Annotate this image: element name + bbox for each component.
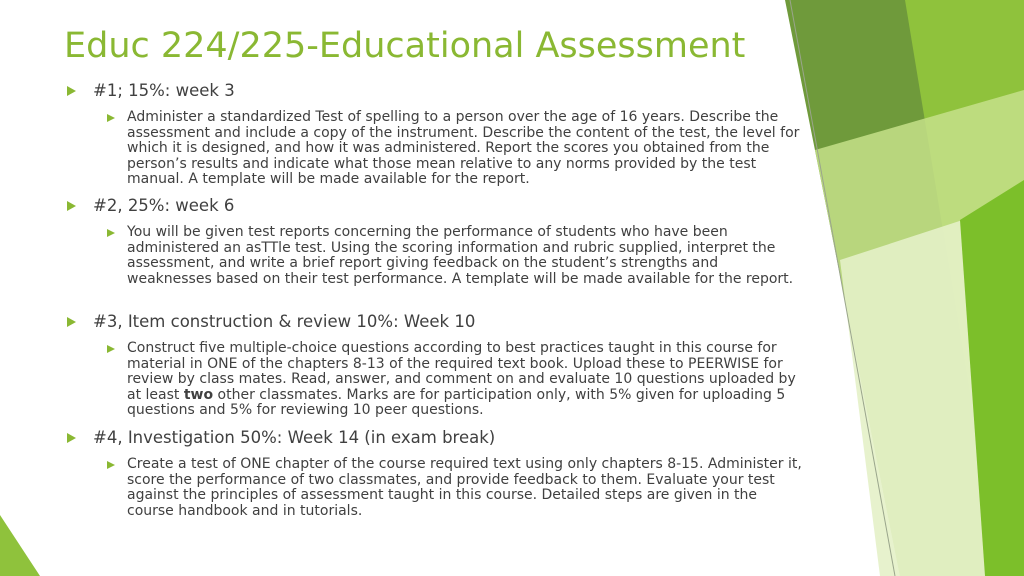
item-3-description-part2: other classmates. Marks are for participation only, with 5% given for uploading 5 questions and 5% for reviewing 10 peer questions. [127, 386, 786, 419]
bullet-arrow-icon [67, 86, 76, 96]
sub-bullet-arrow-icon [107, 461, 115, 469]
item-4-description: Create a test of ONE chapter of the course required text using only chapters 8-15. Administer it, score the performance of two classmates, and provide feedback to them. Evaluate your test against the principles of assessment taught in this course. Detailed steps are given in the course handbook and in tutorials. [127, 456, 802, 519]
item-4-heading: #4, Investigation 50%: Week 14 (in exam break) [93, 428, 496, 447]
item-3-description-bold: two [183, 386, 214, 403]
bullet-arrow-icon [67, 317, 76, 327]
item-1-description: Administer a standardized Test of spelling to a person over the age of 16 years. Describe the assessment and include a copy of the instrument. Describe the content of the test, the level for which it is designed, and how it was administered. Report the scores you obtained from the person’s results and indicate what those mean relative to any norms provided by the test manual. A template will be made available for the report. [127, 109, 800, 188]
sub-bullet-arrow-icon [107, 114, 115, 122]
item-3-heading: #3, Item construction & review 10%: Week 10 [93, 312, 476, 331]
sub-bullet-arrow-icon [107, 229, 115, 237]
bullet-arrow-icon [67, 201, 76, 211]
item-3-description [127, 341, 807, 419]
bullet-arrow-icon [67, 433, 76, 443]
sub-bullet-arrow-icon [107, 345, 115, 353]
item-2-heading: #2, 25%: week 6 [93, 196, 235, 215]
slide-title: Educ 224/225-Educational Assessment [64, 26, 746, 66]
item-2-description: You will be given test reports concerning the performance of students who have been administered an asTTle test. Using the scoring information and rubric supplied, interpret the assessment, and write a brief report giving feedback on the student’s strengths and weaknesses based on their test performance. A template will be made available for the report. [127, 224, 794, 287]
item-1-heading: #1; 15%: week 3 [93, 81, 235, 100]
item-3-description-part1: Construct five multiple-choice questions according to best practices taught in this course for material in ONE of the chapters 8-13 of the required text book. Upload these to PEERWISE for review by class mates. Read, answer, and comment on and evaluate 10 questions uploaded by at least [127, 340, 796, 403]
